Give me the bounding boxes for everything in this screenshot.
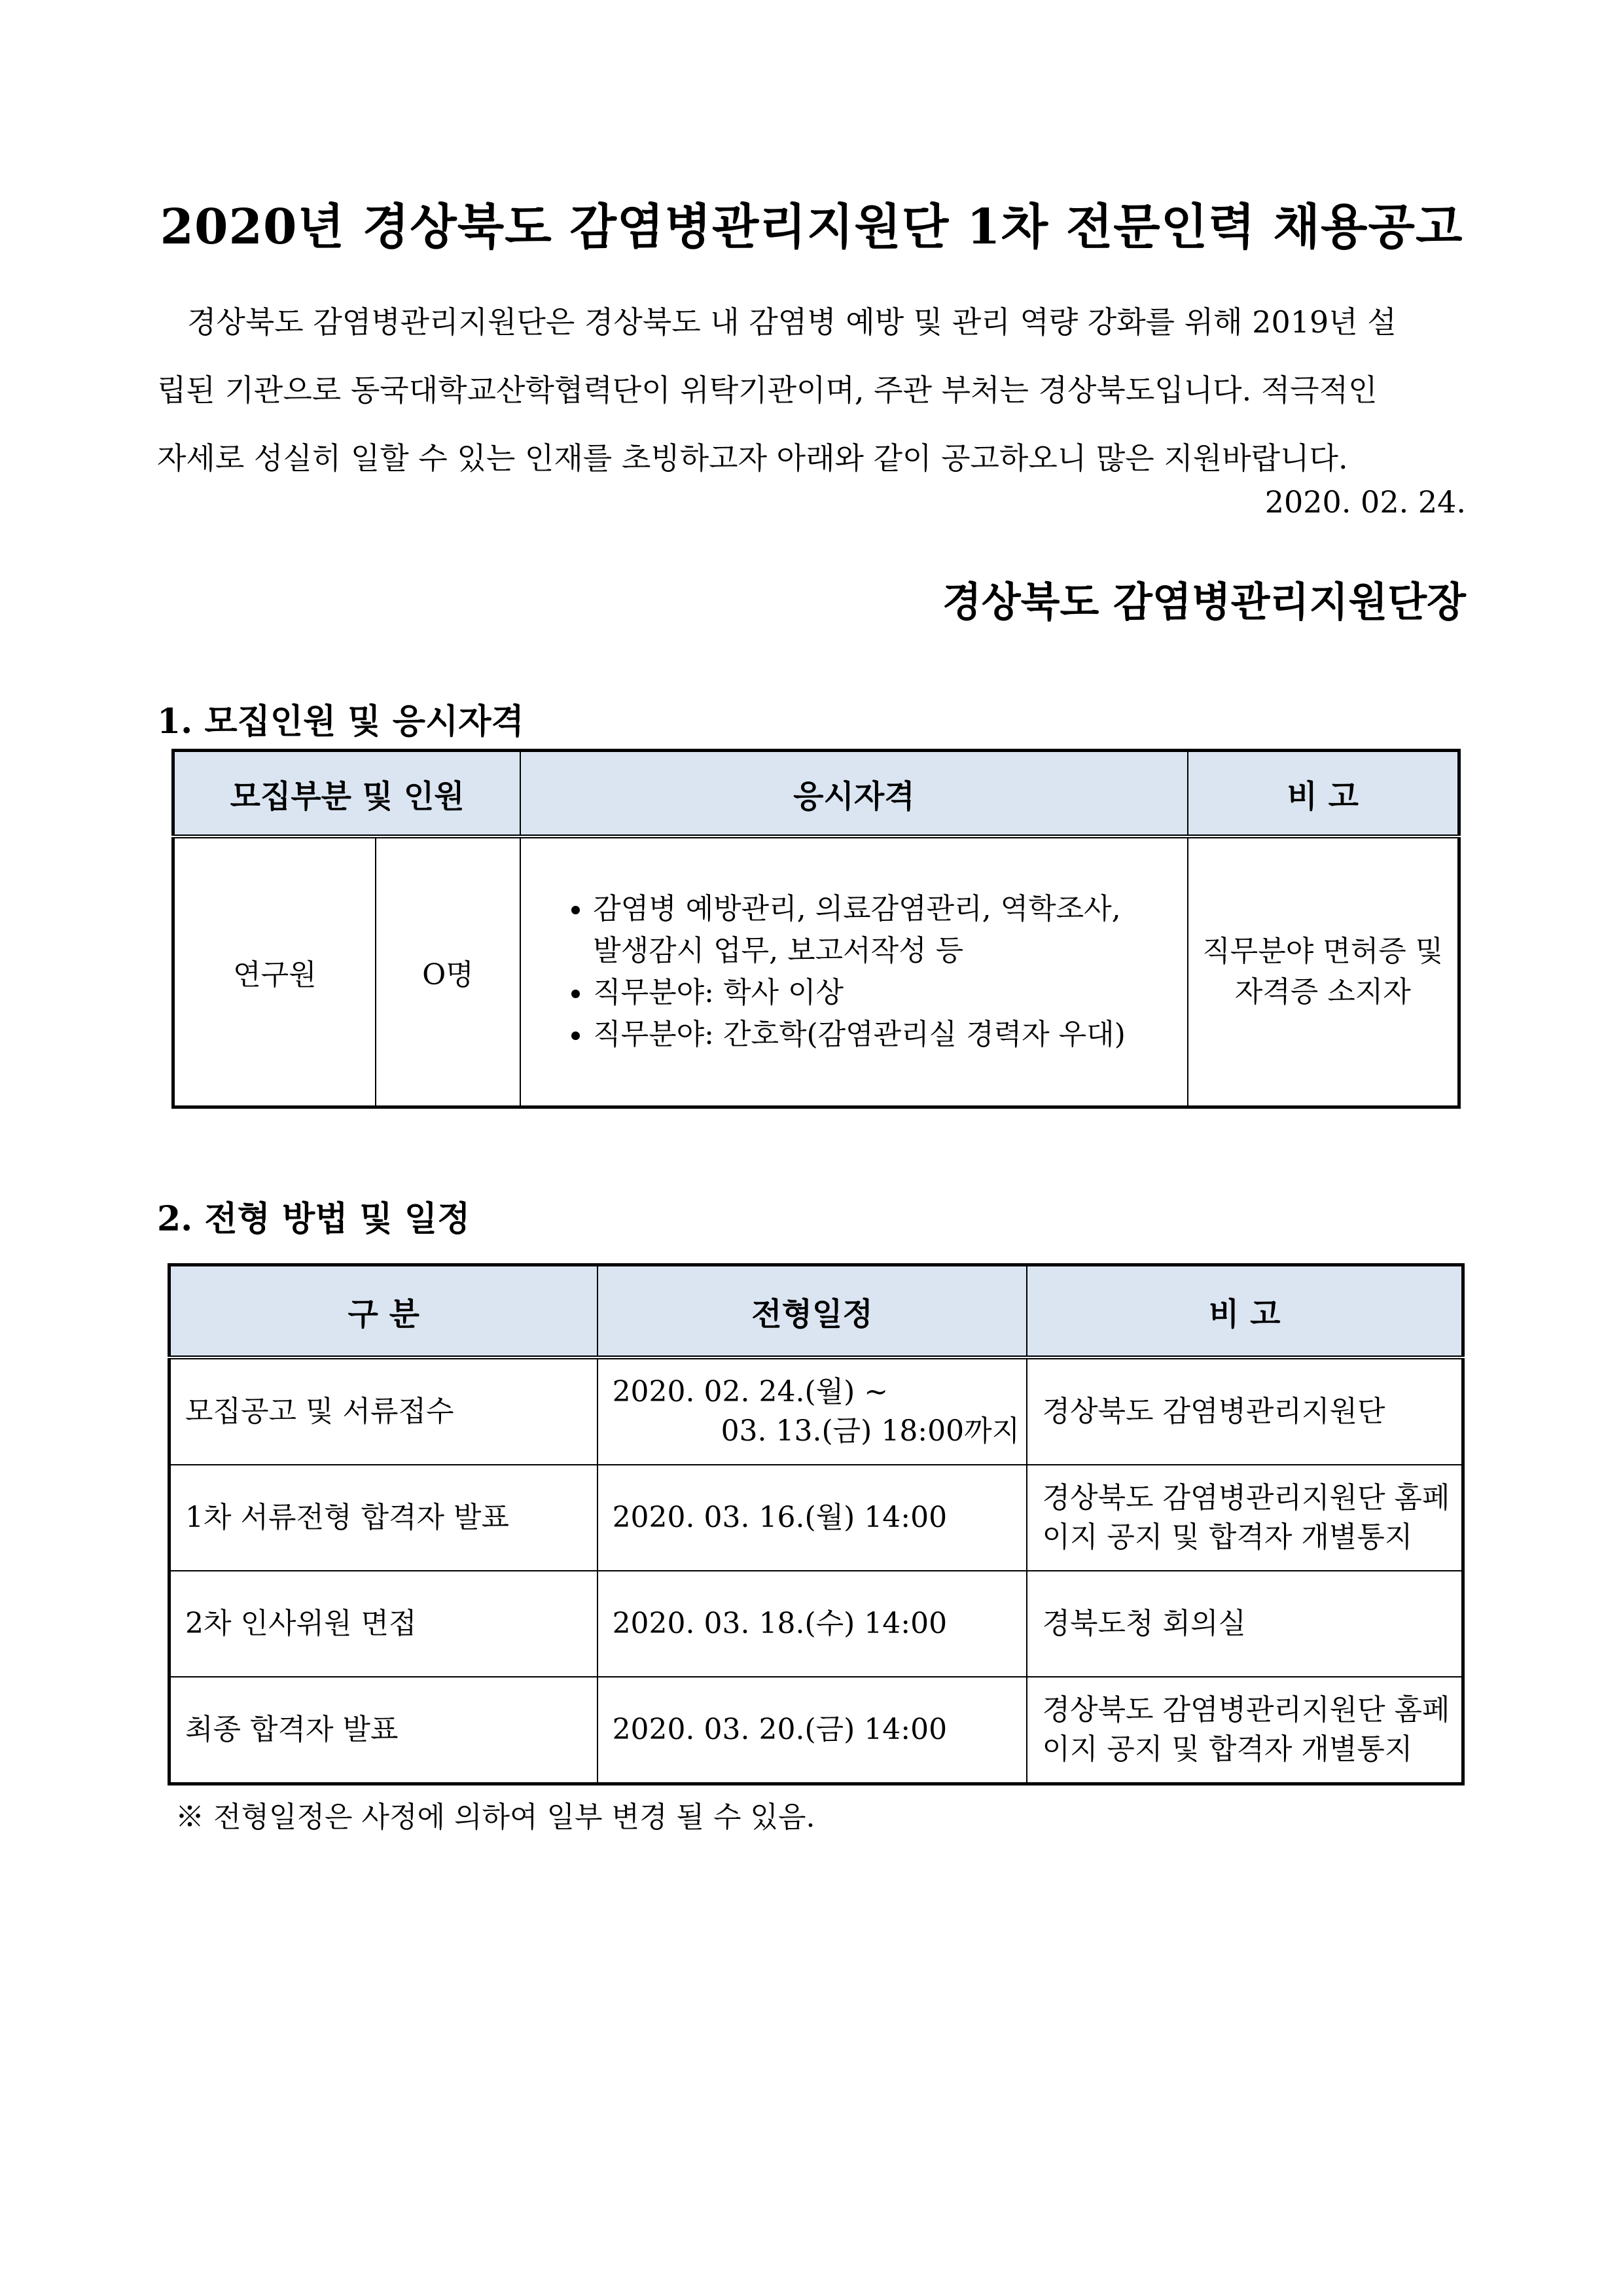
table-row bbox=[169, 1465, 1463, 1571]
table-row bbox=[169, 1571, 1463, 1677]
header-note: 비 고 bbox=[1027, 1265, 1463, 1358]
header-step: 구 분 bbox=[169, 1265, 597, 1358]
intro-paragraph bbox=[157, 288, 1466, 492]
qualifications-list bbox=[547, 888, 1186, 1056]
note-cell: 경북도청 회의실 bbox=[1027, 1571, 1463, 1677]
table-row bbox=[169, 1357, 1463, 1465]
schedule-cell: 2020. 03. 16.(월) 14:00 bbox=[597, 1465, 1027, 1571]
header-note: 비 고 bbox=[1188, 751, 1459, 837]
count-cell: O명 bbox=[376, 836, 520, 1107]
page-title: 2020년 경상북도 감염병관리지원단 1차 전문인력 채용공고 bbox=[160, 199, 1463, 255]
header-recruit: 모집부분 및 인원 bbox=[173, 751, 521, 837]
table-row bbox=[173, 836, 1459, 1107]
step-cell: 모집공고 및 서류접수 bbox=[169, 1357, 597, 1465]
note-cell: 경상북도 감염병관리지원단 홈페 이지 공지 및 합격자 개별통지 bbox=[1027, 1465, 1463, 1571]
section-1-title: 1. 모집인원 및 응시자격 bbox=[157, 702, 524, 742]
schedule-cell: 2020. 03. 20.(금) 14:00 bbox=[597, 1677, 1027, 1784]
note-cell: 경상북도 감염병관리지원단 홈페 이지 공지 및 합격자 개별통지 bbox=[1027, 1677, 1463, 1784]
table-row bbox=[169, 1677, 1463, 1784]
step-cell: 최종 합격자 발표 bbox=[169, 1677, 597, 1784]
schedule-table bbox=[168, 1263, 1465, 1785]
announcement-date: 2020. 02. 24. bbox=[1264, 484, 1466, 520]
list-item: • 감염병 예방관리, 의료감염관리, 역학조사, 발생감시 업무, 보고서작성 등 bbox=[593, 888, 1186, 972]
section-2-title: 2. 전형 방법 및 일정 bbox=[157, 1199, 471, 1239]
intro-line: 립된 기관으로 동국대학교산학협력단이 위탁기관이며, 주관 부처는 경상북도입니다. 적극적인 bbox=[157, 372, 1378, 408]
note-line: 직무분야 면허증 및 bbox=[1202, 935, 1444, 968]
note-line: 자격증 소지자 bbox=[1234, 975, 1411, 1009]
list-item: • 직무분야: 학사 이상 bbox=[593, 972, 1186, 1014]
intro-line: 경상북도 감염병관리지원단은 경상북도 내 감염병 예방 및 관리 역량 강화를 위해 2019년 설 bbox=[187, 304, 1397, 340]
intro-line: 자세로 성실히 일할 수 있는 인재를 초빙하고자 아래와 같이 공고하오니 많은 지원바랍니다. bbox=[157, 440, 1348, 476]
header-qualifications: 응시자격 bbox=[520, 751, 1187, 837]
schedule-cell: 2020. 02. 24.(월) ~ 03. 13.(금) 18:00까지 bbox=[597, 1357, 1027, 1465]
position-cell: 연구원 bbox=[173, 836, 376, 1107]
table-header-row bbox=[173, 751, 1459, 837]
step-cell: 1차 서류전형 합격자 발표 bbox=[169, 1465, 597, 1571]
qualifications-cell bbox=[520, 836, 1187, 1107]
list-item: • 직무분야: 간호학(감염관리실 경력자 우대) bbox=[593, 1014, 1186, 1056]
recruitment-table bbox=[171, 749, 1461, 1109]
schedule-footnote: ※ 전형일정은 사정에 의하여 일부 변경 될 수 있음. bbox=[175, 1801, 815, 1834]
signer: 경상북도 감염병관리지원단장 bbox=[942, 578, 1466, 626]
note-cell bbox=[1188, 836, 1459, 1107]
table-header-row bbox=[169, 1265, 1463, 1358]
schedule-cell: 2020. 03. 18.(수) 14:00 bbox=[597, 1571, 1027, 1677]
note-cell: 경상북도 감염병관리지원단 bbox=[1027, 1357, 1463, 1465]
header-schedule: 전형일정 bbox=[597, 1265, 1027, 1358]
step-cell: 2차 인사위원 면접 bbox=[169, 1571, 597, 1677]
